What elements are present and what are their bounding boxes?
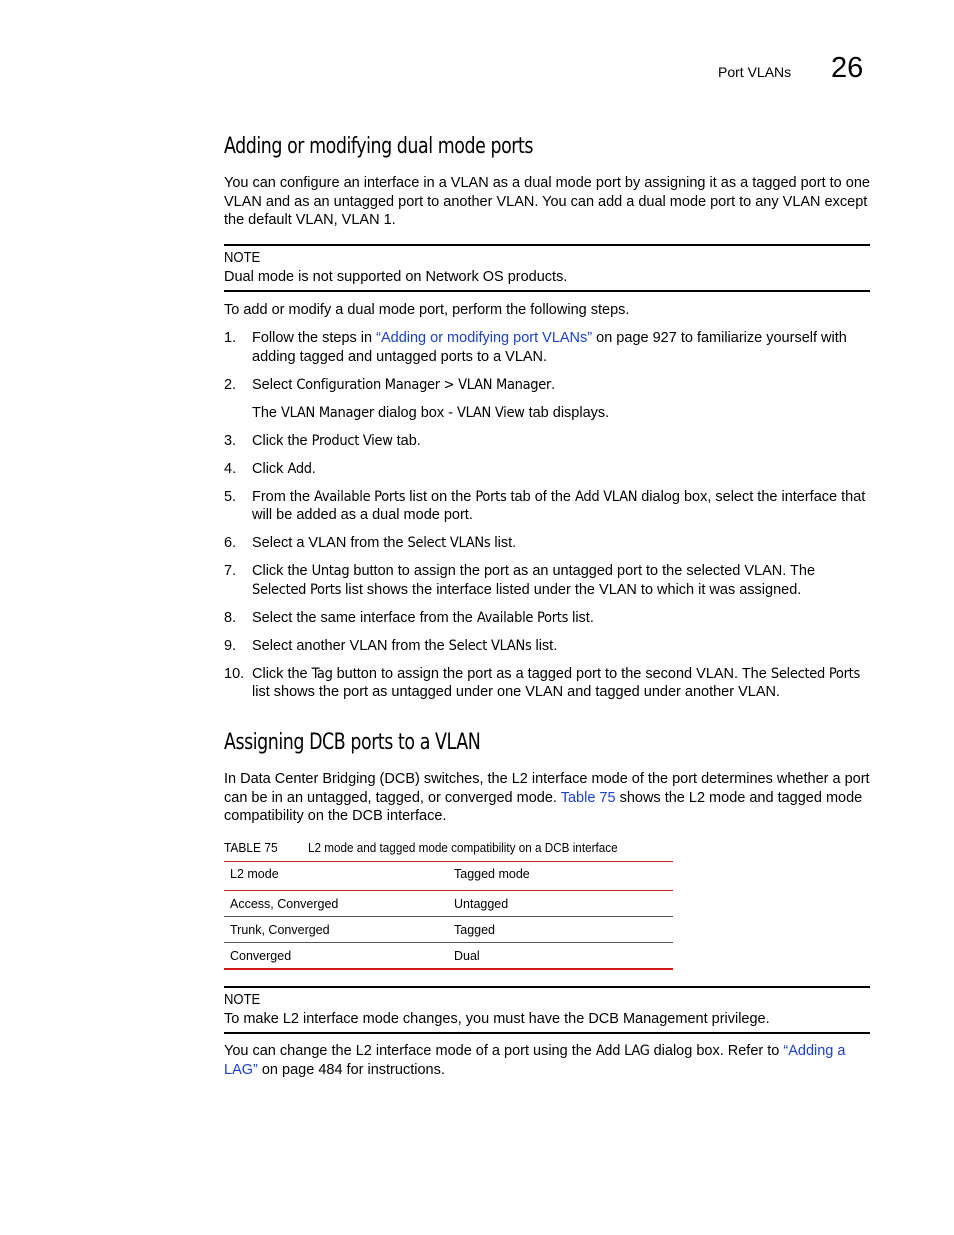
table-cell: Untagged [448, 891, 673, 917]
link-adding-port-vlans[interactable]: “Adding or modifying port VLANs” [376, 330, 593, 346]
note-text: Dual mode is not supported on Network OS products. [224, 268, 568, 285]
table-caption [224, 840, 870, 855]
note-label: NOTE [224, 992, 261, 1008]
list-item [224, 432, 870, 451]
ui-term: Tag [311, 665, 333, 682]
step-text: . [311, 460, 316, 477]
intro-paragraph [224, 174, 870, 230]
step-number: 1. [224, 330, 237, 346]
intro-text: In Data Center Bridging (DCB) switches, the L2 interface mode of the port determines whether a port can be in an untagged, tagged, or converged mode. [224, 771, 870, 806]
ui-term: Available Ports [314, 488, 406, 505]
step-text: list shows the port as untagged under one VLAN and tagged under another VLAN. [252, 684, 780, 700]
step-text: . [551, 376, 556, 393]
step-text: Select a VLAN from the [252, 535, 408, 551]
ui-term: Available Ports [476, 609, 569, 626]
ui-term: Add VLAN [575, 488, 638, 505]
step-text: list shows the interface listed under the VLAN to which it was assigned. [341, 581, 802, 598]
table-label: TABLE 75 [224, 840, 278, 855]
ui-term: Selected Ports [770, 665, 860, 682]
steps-lead [224, 301, 870, 320]
step-number: 7. [224, 563, 237, 579]
ui-term: VLAN Manager [281, 404, 374, 421]
ui-term: Add [287, 460, 312, 477]
table-header-row [224, 862, 673, 891]
ui-term: Select VLANs [448, 637, 532, 654]
table-cell: Tagged [448, 917, 673, 943]
closing-text: dialog box. Refer to [649, 1043, 784, 1059]
table-cell: Trunk, Converged [224, 917, 448, 943]
column-header: L2 mode [230, 866, 279, 881]
step-text: Select [252, 376, 297, 393]
list-item [224, 488, 870, 525]
step-text: From the [252, 488, 315, 505]
step-number: 4. [224, 460, 237, 477]
chapter-number: 26 [831, 52, 864, 84]
section-dual-mode [224, 134, 870, 159]
step-text: list on the [405, 488, 476, 505]
note-label: NOTE [224, 250, 261, 266]
intro-text: You can configure an interface in a VLAN as a dual mode port by assigning it as a tagged port to one VLAN and as an untagged port to another VLAN. You can add a dual mode port to any VLAN except the default VLAN, VLAN 1. [224, 175, 870, 228]
table-wrapper [224, 861, 870, 970]
list-item [224, 534, 870, 553]
step-text: Select the same interface from the [252, 609, 477, 626]
link-table-75[interactable]: Table 75 [560, 789, 616, 806]
closing-paragraph [224, 1042, 870, 1079]
step-text: Click [252, 460, 288, 477]
list-item [224, 665, 870, 702]
list-item [224, 637, 870, 656]
closing-text: You can change the L2 interface mode of a port using the [224, 1043, 596, 1059]
note-box [224, 986, 870, 1034]
table-cell: Access, Converged [224, 891, 448, 917]
ui-term: Selected Ports [252, 581, 342, 598]
step-subtext [252, 404, 870, 423]
ui-term: Configuration Manager > VLAN Manager [296, 376, 552, 393]
note-text: To make L2 interface mode changes, you must have the DCB Management privilege. [224, 1010, 770, 1027]
table-row [224, 891, 673, 917]
ui-term: Untag [311, 563, 350, 579]
step-text: dialog box, select the interface that will be added as a dual mode port. [252, 488, 866, 523]
step-number: 5. [224, 488, 237, 505]
step-text: list. [490, 535, 517, 551]
step-text: list. [568, 609, 594, 626]
step-text: dialog box - [373, 404, 457, 421]
closing-text: on page 484 for instructions. [257, 1061, 445, 1078]
section-heading: Adding or modifying dual mode ports [224, 134, 534, 159]
step-text: list. [531, 637, 558, 654]
ui-term: Add LAG [595, 1043, 650, 1059]
step-number: 3. [224, 432, 237, 449]
list-item [224, 329, 870, 366]
step-text: tab. [392, 432, 421, 449]
ui-term: VLAN View [456, 404, 525, 421]
step-text: on page 927 to familiarize yourself with adding tagged and untagged ports to a VLAN. [252, 330, 847, 365]
step-number: 6. [224, 535, 237, 551]
intro-text: shows the L2 mode and tagged mode compatibility on the DCB interface. [224, 789, 863, 824]
table-row [224, 917, 673, 943]
ui-term: Select VLANs [407, 535, 491, 551]
step-text: tab displays. [524, 404, 610, 421]
table-row [224, 943, 673, 970]
step-text: button to assign the port as a tagged port to the second VLAN. The [332, 665, 771, 682]
ui-term: Product View [311, 432, 393, 449]
section-heading: Assigning DCB ports to a VLAN [224, 730, 481, 755]
step-number: 2. [224, 376, 237, 393]
step-text: Click the [252, 432, 312, 449]
step-text: Click the [252, 665, 312, 682]
list-item [224, 562, 870, 599]
table-cell: Converged [224, 943, 448, 970]
steps-list [224, 329, 870, 711]
step-text: The [252, 404, 282, 421]
list-item [224, 376, 870, 423]
steps-lead-text: To add or modify a dual mode port, perform the following steps. [224, 302, 630, 318]
step-number: 8. [224, 609, 237, 626]
ui-term: Ports [475, 488, 507, 505]
dcb-intro-paragraph [224, 770, 870, 826]
step-number: 10. [224, 665, 245, 682]
table-title: L2 mode and tagged mode compatibility on a DCB interface [308, 840, 618, 855]
running-head: Port VLANs [718, 64, 792, 80]
step-text: Click the [252, 563, 312, 579]
compat-table [224, 861, 673, 970]
note-box [224, 244, 870, 292]
list-item [224, 460, 870, 479]
table-cell: Dual [448, 943, 673, 970]
step-text: button to assign the port as an untagged port to the selected VLAN. The [349, 563, 816, 579]
step-text: Follow the steps in [252, 330, 377, 346]
link-adding-a-lag[interactable]: “Adding a LAG” [224, 1043, 846, 1078]
list-item [224, 609, 870, 628]
section-dcb [224, 730, 870, 755]
column-header: Tagged mode [454, 866, 530, 881]
step-number: 9. [224, 637, 237, 654]
step-text: Select another VLAN from the [252, 637, 449, 654]
step-text: tab of the [506, 488, 576, 505]
